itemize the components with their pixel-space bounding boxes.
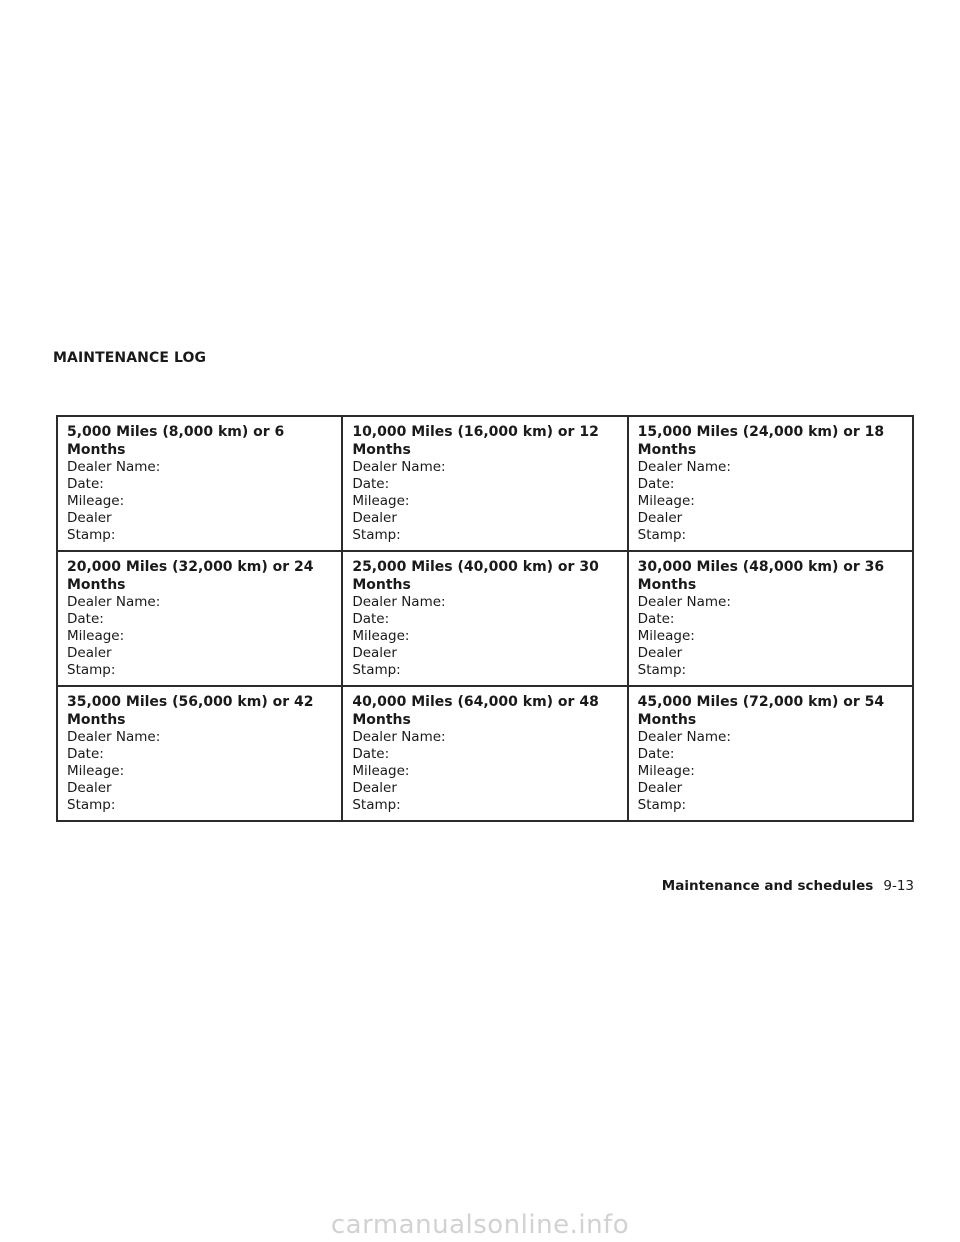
log-field-label: Date: bbox=[352, 476, 390, 492]
watermark: carmanualsonline.info bbox=[330, 1210, 630, 1240]
log-field-label: Date: bbox=[67, 746, 104, 762]
log-field-label: Mileage: bbox=[352, 763, 410, 779]
log-field-label: Dealer Name: bbox=[352, 729, 446, 745]
log-field-label: Dealer bbox=[352, 510, 397, 526]
log-field-label: Stamp: bbox=[352, 797, 401, 813]
log-field-label: Dealer bbox=[67, 645, 112, 661]
log-field-label: Date: bbox=[637, 746, 675, 762]
log-field-label: Dealer Name: bbox=[352, 459, 446, 475]
log-field-label: Mileage: bbox=[637, 493, 695, 509]
log-cell bbox=[628, 416, 913, 551]
service-interval-title: 35,000 Miles (56,000 km) or 42 Months bbox=[67, 694, 314, 728]
service-interval-title: 45,000 Miles (72,000 km) or 54 Months bbox=[637, 694, 885, 728]
log-cell bbox=[628, 686, 913, 821]
log-field-label: Mileage: bbox=[637, 628, 695, 644]
log-field-label: Stamp: bbox=[637, 527, 687, 543]
log-field-label: Dealer bbox=[637, 645, 683, 661]
log-field-label: Stamp: bbox=[352, 527, 401, 543]
service-interval-title: 40,000 Miles (64,000 km) or 48 Months bbox=[352, 694, 599, 728]
log-field-label: Date: bbox=[637, 476, 675, 492]
log-field-label: Mileage: bbox=[67, 763, 125, 779]
log-field-label: Dealer Name: bbox=[637, 459, 731, 475]
log-field-label: Dealer bbox=[352, 645, 397, 661]
log-field-label: Date: bbox=[352, 746, 390, 762]
log-cell bbox=[57, 686, 342, 821]
log-field-label: Dealer bbox=[352, 780, 397, 796]
service-interval-title: 15,000 Miles (24,000 km) or 18 Months bbox=[637, 424, 885, 458]
page-number: 9-13 bbox=[883, 878, 914, 894]
log-cell bbox=[57, 551, 342, 686]
log-field-label: Dealer Name: bbox=[67, 459, 161, 475]
service-interval-title: 5,000 Miles (8,000 km) or 6 Months bbox=[67, 424, 285, 458]
log-field-label: Date: bbox=[67, 611, 104, 627]
log-field-label: Dealer Name: bbox=[637, 594, 731, 610]
log-field-label: Mileage: bbox=[352, 493, 410, 509]
service-interval-title: 10,000 Miles (16,000 km) or 12 Months bbox=[352, 424, 599, 458]
service-interval-title: 30,000 Miles (48,000 km) or 36 Months bbox=[637, 559, 885, 593]
log-field-label: Stamp: bbox=[637, 662, 687, 678]
log-field-label: Stamp: bbox=[352, 662, 401, 678]
chapter-title: Maintenance and schedules bbox=[661, 878, 874, 894]
log-field-label: Stamp: bbox=[67, 797, 116, 813]
log-field-label: Stamp: bbox=[67, 662, 116, 678]
log-field-label: Mileage: bbox=[67, 628, 125, 644]
log-field-label: Dealer Name: bbox=[67, 594, 161, 610]
log-field-label: Dealer Name: bbox=[637, 729, 731, 745]
log-cell bbox=[342, 416, 627, 551]
page-footer bbox=[662, 878, 914, 894]
log-row bbox=[57, 551, 913, 686]
service-interval-title: 25,000 Miles (40,000 km) or 30 Months bbox=[352, 559, 599, 593]
log-field-label: Dealer Name: bbox=[67, 729, 161, 745]
log-field-label: Date: bbox=[352, 611, 390, 627]
log-field-label: Date: bbox=[637, 611, 675, 627]
log-field-label: Mileage: bbox=[67, 493, 125, 509]
log-cell bbox=[57, 416, 342, 551]
log-cell bbox=[342, 551, 627, 686]
maintenance-log-table bbox=[56, 415, 914, 822]
log-field-label: Dealer bbox=[637, 510, 683, 526]
page-title: MAINTENANCE LOG bbox=[53, 350, 207, 366]
log-cell bbox=[628, 551, 913, 686]
log-field-label: Dealer bbox=[637, 780, 683, 796]
log-field-label: Mileage: bbox=[352, 628, 410, 644]
log-field-label: Date: bbox=[67, 476, 104, 492]
log-field-label: Mileage: bbox=[637, 763, 695, 779]
log-field-label: Dealer bbox=[67, 510, 112, 526]
log-row bbox=[57, 416, 913, 551]
log-row bbox=[57, 686, 913, 821]
log-field-label: Dealer bbox=[67, 780, 112, 796]
service-interval-title: 20,000 Miles (32,000 km) or 24 Months bbox=[67, 559, 314, 593]
log-field-label: Stamp: bbox=[637, 797, 687, 813]
log-field-label: Stamp: bbox=[67, 527, 116, 543]
log-cell bbox=[342, 686, 627, 821]
maintenance-log-body bbox=[57, 416, 913, 821]
log-field-label: Dealer Name: bbox=[352, 594, 446, 610]
